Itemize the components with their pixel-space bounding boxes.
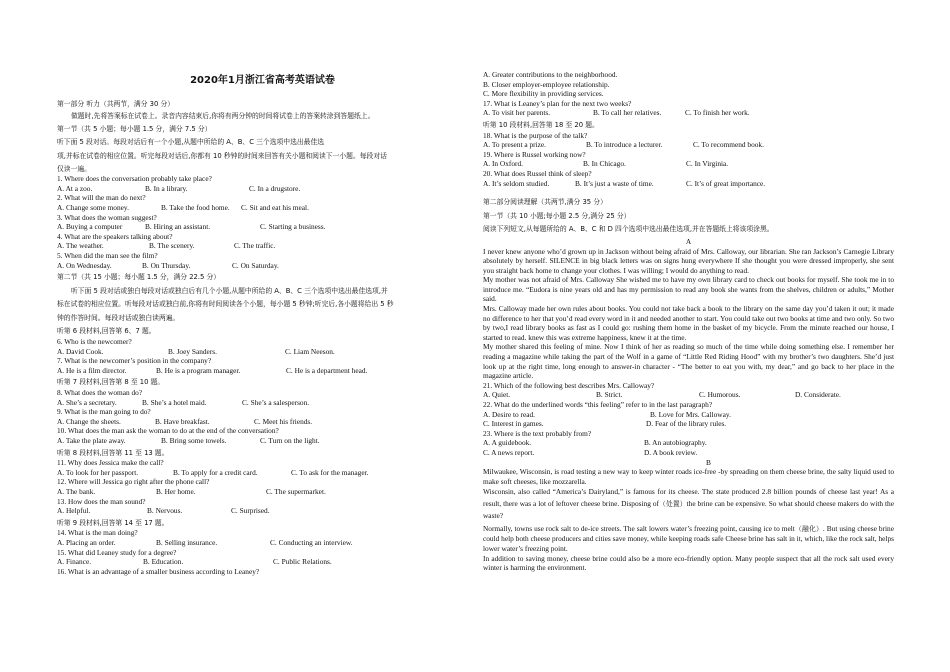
- passage-b-paragraph-3-text-a: Normally, towns use rock salt to de-ice streets. The salt lowers water’s freezing point, causing ice to melt: [483, 523, 795, 533]
- passage-b-paragraph-1: Milwaukee, Wisconsin, is road testing a new way to keep winter roads ice-free -by spreading on them cheese brine, the salty liquid used to make soft cheeses, like mozzarella.: [483, 467, 894, 486]
- question-16-option-c: C. More flexibility in providing services.: [483, 89, 604, 99]
- question-11: 11. Why does Jessica make the call?: [57, 458, 164, 468]
- option-a: A. Take the plate away.: [57, 436, 126, 445]
- option-a: A. The bank.: [57, 486, 96, 496]
- question-6: 6. Who is the newcomer?: [57, 337, 132, 347]
- question-19-options: [483, 159, 894, 169]
- option-c: C. In Virginia.: [686, 159, 729, 169]
- question-14: 14. What is the man doing?: [57, 528, 138, 538]
- passage-b-paragraph-3-text-b: . But using cheese brine could help both cheese producers and cities save money, while keeping roads safe Cheese brine has salt in it, which, like the rock salt, helps lower water’s freezing point.: [483, 523, 894, 554]
- question-3: 3. What does the woman suggest?: [57, 212, 157, 222]
- option-a: A. To look for her passport.: [57, 467, 139, 477]
- option-a: A. In Oxford.: [483, 159, 523, 169]
- question-2: 2. What will the man do next?: [57, 193, 146, 203]
- option-a: A. Desire to read.: [483, 409, 535, 419]
- passage-a-label: A: [685, 236, 692, 246]
- passage-b-label: B: [706, 457, 711, 467]
- question-9-options: [57, 417, 468, 427]
- section2-instr-c: 钟的作答时间。每段对话或独白读两遍。: [57, 313, 180, 322]
- material-6-heading: 听第 6 段材料,回答第 6、7 题。: [57, 327, 156, 336]
- option-c: C. The traffic.: [234, 241, 276, 251]
- option-a: A. Helpful.: [57, 506, 91, 516]
- option-c: C. Humorous.: [699, 390, 741, 400]
- passage-b-paragraph-3-gloss: （融化）: [794, 524, 823, 533]
- question-17-options: [483, 108, 894, 118]
- section2-instr-b: 标在试卷的相应位置。听每段对话或独白前,你将有时间阅读各个小题，每小题 5 秒钟;听完后,各小题将给出 5 秒: [57, 300, 394, 309]
- option-d: D. Considerate.: [795, 390, 841, 400]
- option-b: B. Joey Sanders.: [168, 346, 217, 356]
- option-c: C. Liam Neeson.: [285, 346, 335, 356]
- option-c: C. To finish her work.: [685, 108, 750, 118]
- option-b: B. She’s a hotel maid.: [142, 397, 207, 407]
- option-c: C. Interest in games.: [483, 419, 544, 429]
- passage-b-paragraph-4: In addition to saving money, cheese brine could also be a more eco-friendly option. Many people suspect that all the rock salt used every winter is harming the environment.: [483, 553, 894, 573]
- option-a: A. Change some money.: [57, 202, 129, 212]
- passage-b-paragraph-2-gloss: （处置）: [658, 499, 687, 508]
- option-b: B. Hiring an assistant.: [145, 222, 211, 232]
- question-19: 19. Where is Russel working now?: [483, 149, 586, 159]
- option-b: B. Have breakfast.: [155, 416, 210, 426]
- passage-a-paragraph-3: Mrs. Calloway made her own rules about books. You could not take back a book to the library on the same day you’d taken it out; it made no difference to her that you’d read every word in it and needed another to start. You could take out two books at time and two only. So two by two,I read library books as fast as I could go: rushing them home in the basket of my bicycle. From the minute reached our house, I started to read. knew this was extreme happiness, knew it at the time.: [483, 304, 894, 342]
- question-16-option-b: B. Closer employer-employee relationship.: [483, 79, 610, 89]
- option-b: B. To introduce a lecturer.: [586, 140, 663, 150]
- passage-b-paragraph-2-text-b: the brine can be expensive. So what should cheese makers do with the waste?: [483, 498, 894, 521]
- option-d: D. A book review.: [644, 447, 698, 457]
- option-a: A. The weather.: [57, 241, 104, 251]
- option-a: A. Buying a computer: [57, 222, 123, 232]
- question-23-options-cd: [483, 448, 894, 458]
- question-20-options: [483, 179, 894, 189]
- question-3-options: [57, 222, 468, 232]
- question-2-options: [57, 203, 468, 213]
- option-a: A. To visit her parents.: [483, 108, 551, 118]
- part2-heading: 第二部分阅读理解（共两节,满分 35 分）: [483, 198, 607, 207]
- question-21: 21. Which of the following best describes Mrs. Calloway?: [483, 380, 655, 390]
- option-b: B. To call her relatives.: [593, 108, 662, 118]
- option-c: C. Starting a business.: [260, 222, 326, 232]
- question-22: 22. What do the underlined words “this feeling” refer to in the last paragraph?: [483, 400, 713, 409]
- question-11-options: [57, 468, 468, 478]
- option-a: A. He is a film director.: [57, 365, 127, 375]
- right-column: [483, 0, 894, 573]
- option-a: A. David Cook.: [57, 346, 104, 356]
- question-20: 20. What does Russel think of sleep?: [483, 168, 592, 178]
- option-c: C. To ask for the manager.: [291, 467, 369, 477]
- question-17: 17. What is Leaney’s plan for the next two weeks?: [483, 98, 632, 108]
- option-b: B. In Chicago.: [583, 159, 626, 169]
- question-13: 13. How does the man sound?: [57, 496, 146, 506]
- question-1: 1. Where does the conversation probably take place?: [57, 174, 212, 184]
- option-b: B. Her home.: [156, 486, 196, 496]
- question-7-options: [57, 366, 468, 376]
- option-c: C. She’s a salesperson.: [242, 397, 310, 407]
- option-b: B. Strict.: [596, 390, 623, 400]
- question-15: 15. What did Leaney study for a degree?: [57, 547, 177, 557]
- question-4-options: [57, 241, 468, 251]
- question-15-options: [57, 557, 468, 567]
- question-23-options-ab: [483, 438, 894, 448]
- part1-heading: 第一部分 听力（共两节，满分 30 分）: [57, 99, 175, 108]
- option-c: C. Sit and eat his meal.: [241, 202, 309, 212]
- question-16-option-a: A. Greater contributions to the neighborhood.: [483, 70, 618, 79]
- material-10-heading: 听第 10 段材料,回答第 18 至 20 题。: [483, 120, 599, 129]
- option-c: C. He is a department head.: [286, 365, 368, 375]
- question-22-options-cd: [483, 419, 894, 429]
- section2-heading: 第二节（共 15 小题；每小题 1.5 分，满分 22.5 分）: [57, 273, 221, 282]
- option-c: C. To recommend book.: [693, 140, 764, 150]
- question-21-options: [483, 390, 894, 400]
- option-a: A. Placing an order.: [57, 537, 116, 547]
- question-12-options: [57, 487, 468, 497]
- option-b: B. Selling insurance.: [156, 537, 218, 547]
- section1-instr-c: 仅读一遍。: [57, 164, 91, 173]
- option-b: B. In a library.: [145, 183, 188, 193]
- section2-instr-a: 听下面 5 段对话或独白每段对话或独白后有几个小题,从题中所给的 A、B、C 三个选项中选出最佳选项,并: [71, 286, 388, 295]
- option-b: B. It’s just a waste of time.: [575, 178, 654, 188]
- option-c: C. Meet his friends.: [254, 416, 313, 426]
- question-13-options: [57, 506, 468, 516]
- question-5-options: [57, 261, 468, 271]
- option-b: B. He is a program manager.: [156, 365, 241, 375]
- passage-b-paragraph-2: [483, 486, 894, 522]
- option-b: B. Nervous.: [147, 506, 183, 516]
- part2-instructions: 阅读下列短文,从每题所给的 A、B、C 和 D 四个选项中选出最佳选项,并在答题纸上将该项涂黑。: [483, 225, 774, 234]
- question-18-options: [483, 140, 894, 150]
- option-a: A. Change the sheets.: [57, 416, 121, 426]
- option-a: A. A guidebook.: [483, 438, 532, 448]
- option-a: A. Quiet.: [483, 390, 511, 400]
- question-22-options-ab: [483, 410, 894, 420]
- option-b: B. Bring some towels.: [161, 436, 227, 445]
- option-b: B. Love for Mrs. Calloway.: [650, 409, 731, 419]
- option-b: B. To apply for a credit card.: [173, 467, 258, 477]
- exam-title: 2020年1月浙江省高考英语试卷: [190, 75, 335, 86]
- option-c: C. Conducting an interview.: [270, 537, 353, 547]
- option-c: C. The supermarket.: [266, 486, 326, 496]
- question-10: 10. What does the man ask the woman to do at the end of the conversation?: [57, 426, 279, 436]
- option-b: B. An autobiography.: [644, 438, 707, 448]
- passage-a-paragraph-1: I never knew anyone who’d grown up in Jackson without being afraid of Mrs. Calloway, our librarian. She ran Jackson’s Carnegie Library absolutely by herself. SILENCE in big black letters was on signs hung everywhere If she thought you were dressed improperly, she sent you straight back home to change your clothes. I was willing; I would do anything to read.: [483, 246, 894, 275]
- left-column: [57, 0, 468, 576]
- question-6-options: [57, 347, 468, 357]
- option-a: A. On Wednesday.: [57, 260, 112, 270]
- question-14-options: [57, 538, 468, 548]
- option-b: B. The scenery.: [149, 241, 195, 251]
- part1-instructions: 做题时,先将答案标在试卷上。录音内容结束后,你将有两分钟的时间将试卷上的答案转涂到答题纸上。: [71, 112, 375, 121]
- option-b: B. Education.: [143, 557, 184, 567]
- question-10-options: [57, 436, 468, 446]
- section1-heading: 第一节（共 5 小题；每小题 1.5 分，满分 7.5 分）: [57, 124, 212, 133]
- option-c: C. It’s of great importance.: [686, 178, 766, 188]
- option-b: B. Take the food home.: [161, 202, 230, 212]
- option-c: C. On Saturday.: [232, 260, 279, 270]
- question-8-options: [57, 398, 468, 408]
- passage-a-paragraph-4: My mother shared this feeling of mine. Now I think of her as reading so much of the time while doing something else. I remember her reading a magazine while taking the part of the Wolf in a game of “Little Red Riding Hood” with my brother’s two daughters. She’d just look up at the right time, long enough to answer-in character - “The better to eat you with, my dear,” and go back to her place in the magazine article.: [483, 342, 894, 381]
- question-9: 9. What is the man going to do?: [57, 407, 151, 417]
- part2-section1-heading: 第一节（共 10 小题;每小题 2.5 分,满分 25 分）: [483, 211, 631, 220]
- option-a: A. She’s a secretary.: [57, 397, 117, 407]
- passage-b-paragraph-2-text-a: Wisconsin, also called “America’s Dairyland,” is famous for its cheese. The state produced 2.8 billion pounds of cheese last year! As a result, there was a lot of leftover cheese brine. Disposing of: [483, 487, 894, 508]
- question-18: 18. What is the purpose of the talk?: [483, 130, 588, 140]
- option-c: C. In a drugstore.: [249, 183, 301, 193]
- option-a: A. To present a prize.: [483, 140, 546, 150]
- option-c: C. Turn on the light.: [260, 436, 320, 445]
- material-9-heading: 听第 9 段材料,回答第 14 至 17 题。: [57, 518, 169, 527]
- material-8-heading: 听第 8 段材料,回答第 11 至 13 题。: [57, 448, 169, 457]
- section1-instr-a: 听下面 5 段对话。每段对话后有一个小题,从题中所给的 A、B、C 三个选项中选出最佳选: [57, 138, 325, 147]
- passage-a-paragraph-2: My mother was not afraid of Mrs. Calloway She wished me to have my own library card to check out books for myself. She took me in to introduce me. “Eudora is nine years old and has my permission to read any book she wants from the shelves, children or adults,” Mother said.: [483, 275, 894, 304]
- option-c: C. A news report.: [483, 447, 535, 457]
- option-d: D. Fear of the library rules.: [646, 419, 727, 429]
- passage-b-paragraph-3: [483, 524, 894, 554]
- question-4: 4. What are the speakers talking about?: [57, 231, 173, 241]
- question-23: 23. Where is the text probably from?: [483, 428, 592, 438]
- option-a: A. Finance.: [57, 557, 92, 567]
- section1-instr-b: 项,并标在试卷的相应位置。听完每段对话后,你都有 10 秒钟的时间来回答有关小题和阅读下一小题。每段对话: [57, 151, 387, 160]
- option-a: A. It’s seldom studied.: [483, 178, 550, 188]
- option-a: A. At a zoo.: [57, 183, 93, 193]
- question-5: 5. When did the man see the film?: [57, 250, 158, 260]
- option-c: C. Surprised.: [231, 506, 270, 516]
- material-7-heading: 听第 7 段材料,回答第 8 至 10 题。: [57, 378, 165, 387]
- question-1-options: [57, 184, 468, 194]
- option-c: C. Public Relations.: [273, 557, 332, 567]
- question-7: 7. What is the newcomer’s position in the company?: [57, 356, 212, 366]
- question-8: 8. What does the woman do?: [57, 388, 143, 398]
- question-16: 16. What is an advantage of a smaller business according to Leaney?: [57, 566, 260, 576]
- option-b: B. On Thursday.: [142, 260, 191, 270]
- question-12: 12. Where will Jessica go right after the phone call?: [57, 477, 210, 487]
